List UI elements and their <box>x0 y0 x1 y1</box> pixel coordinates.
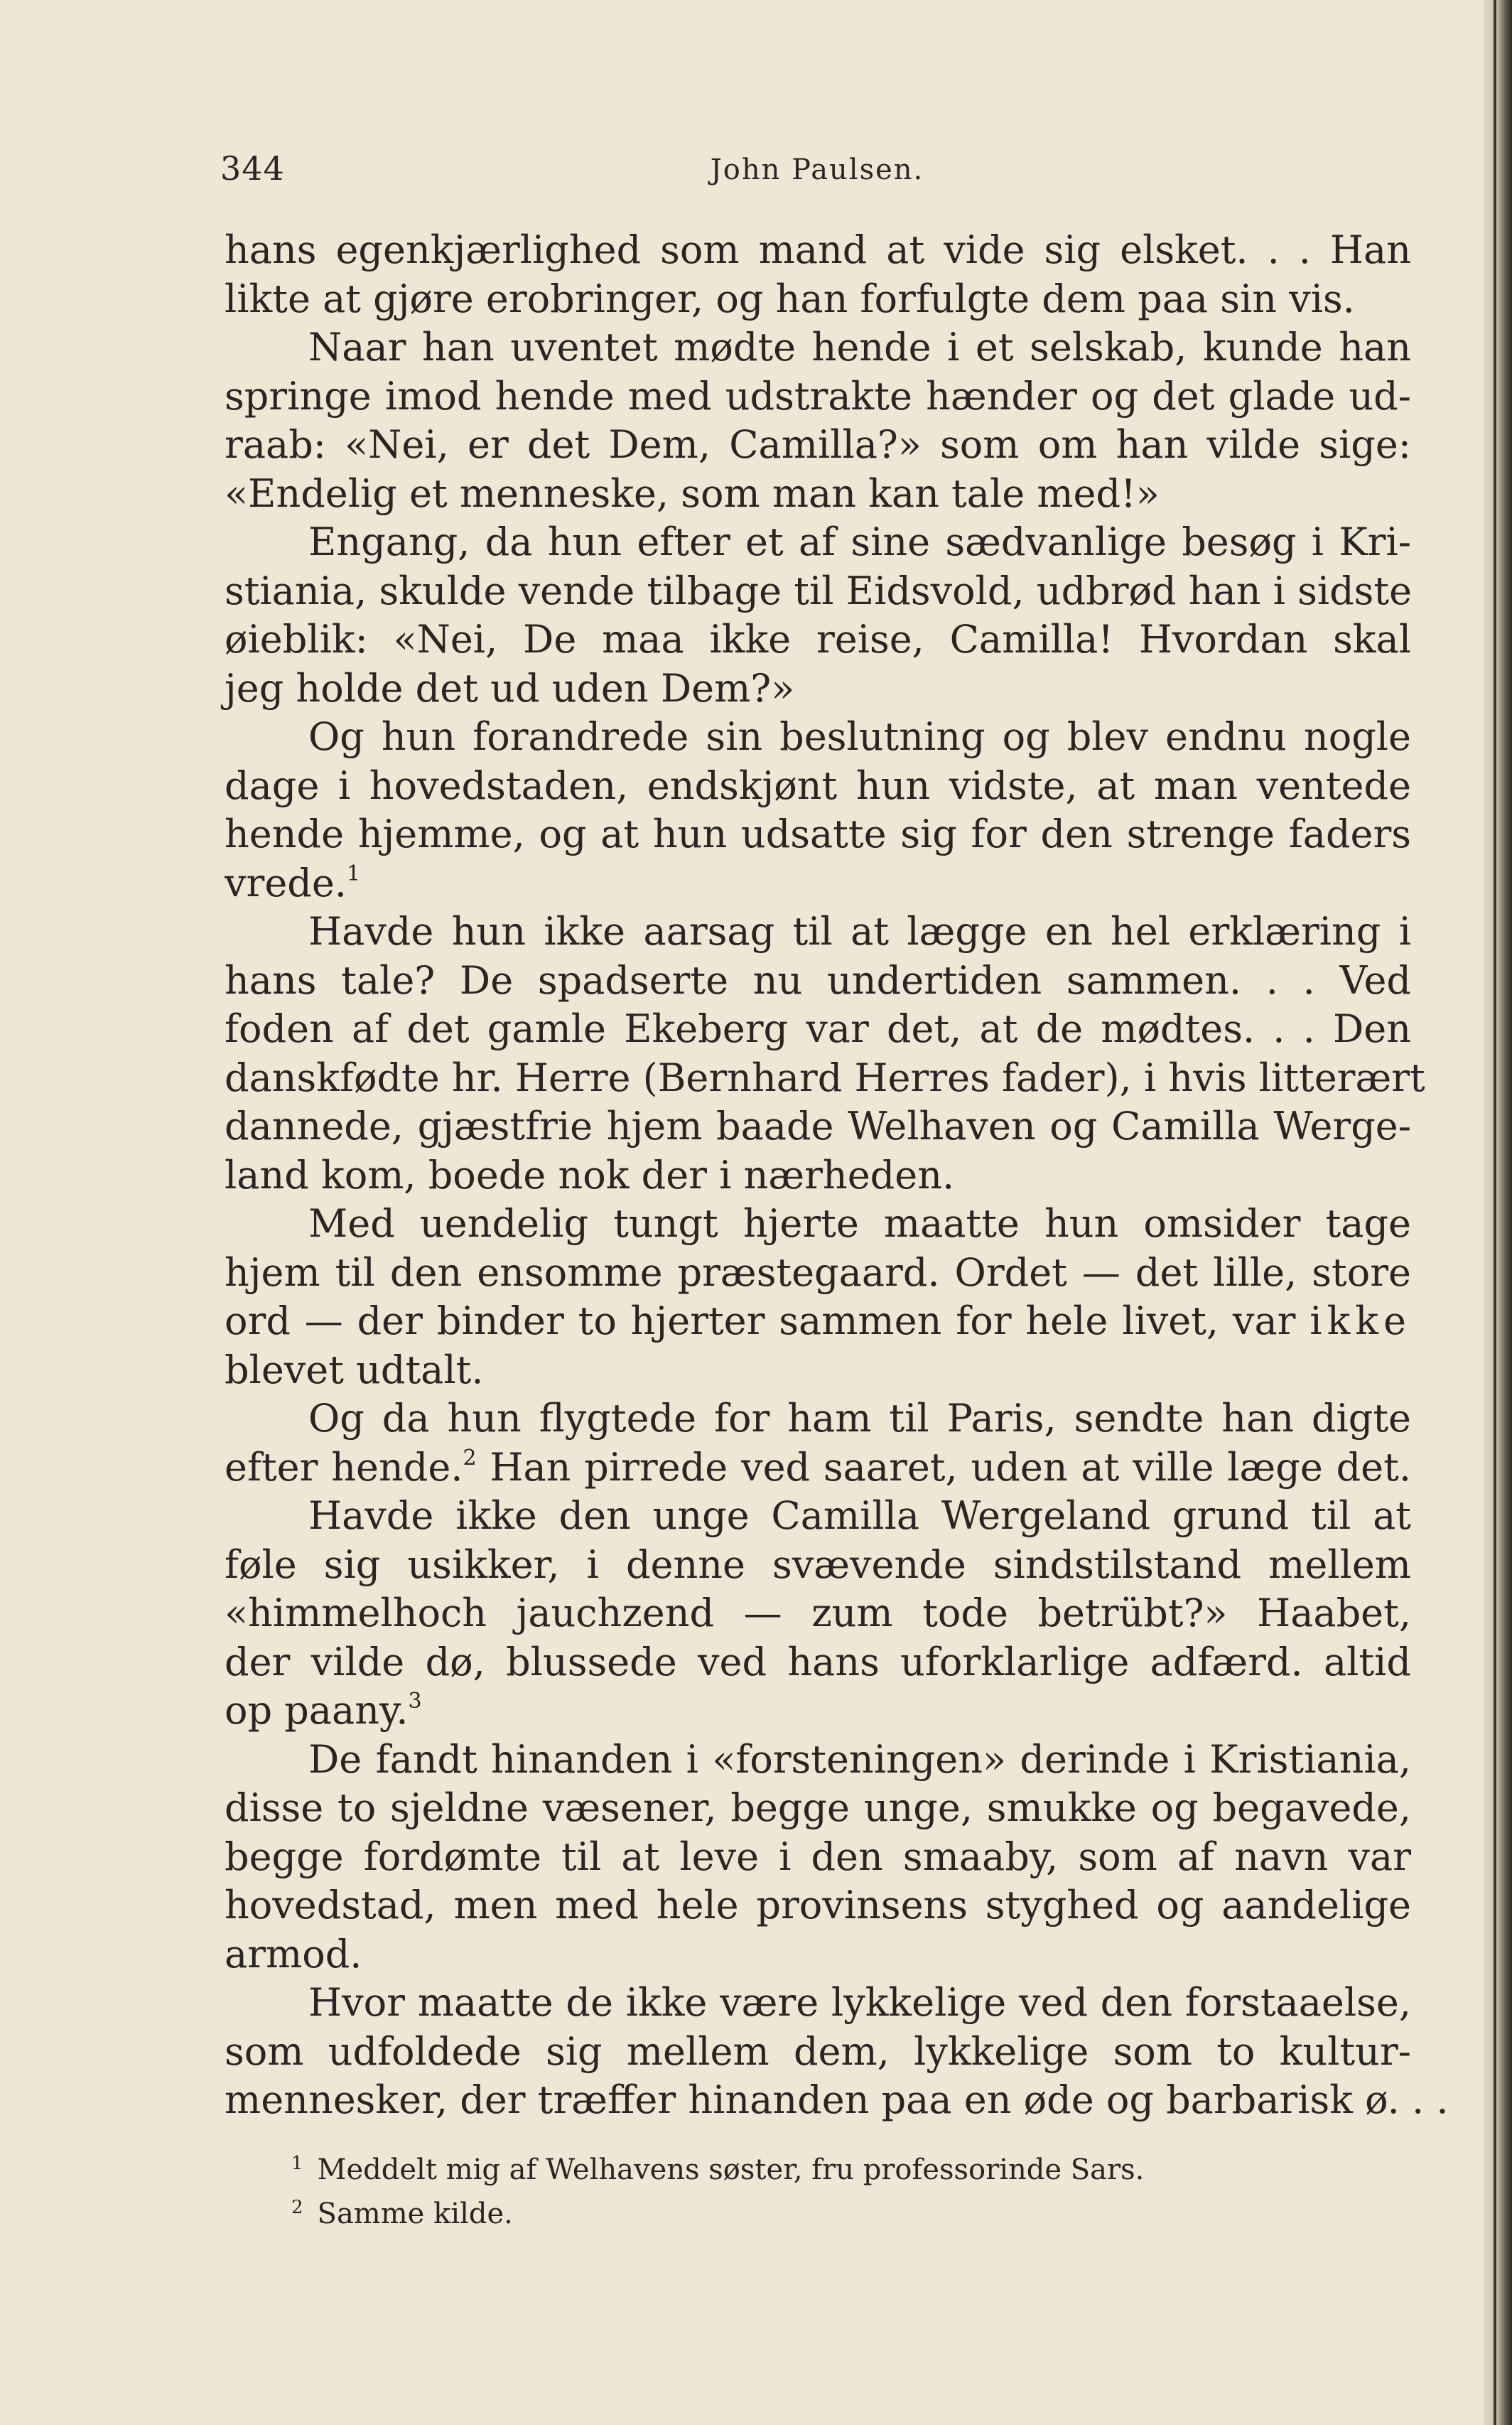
text-line: Engang, da hun efter et af sine sædvanlige besøg i Kri- <box>308 520 1411 564</box>
text-line: hans egenkjærlighed som mand at vide sig elsket. . . Han <box>225 227 1411 272</box>
text-line: Havde ikke den unge Camilla Wergeland grund til at <box>308 1493 1411 1538</box>
footnote <box>291 2148 1357 2192</box>
page-edge-shadow <box>1484 0 1512 2425</box>
text-line: Og da hun flygtede for ham til Paris, sendte han digte <box>308 1396 1411 1441</box>
text-line: jeg holde det ud uden Dem?» <box>225 665 795 711</box>
footnote <box>291 2192 1357 2236</box>
text-line: øieblik: «Nei, De maa ikke reise, Camilla! Hvordan skal <box>225 617 1411 662</box>
text-line: danskfødte hr. Herre (Bernhard Herres fader), i hvis litterært <box>225 1055 1425 1100</box>
text-line: hans tale? De spadserte nu undertiden sammen. . . Ved <box>225 957 1411 1003</box>
text-line <box>225 1687 1411 1736</box>
text-line: raab: «Nei, er det Dem, Camilla?» som om han vilde sige: <box>225 422 1411 467</box>
text-line: land kom, boede nok der i nærheden. <box>225 1152 955 1198</box>
text-line: «himmelhoch jauchzend — zum tode betrübt?» Haabet, <box>225 1591 1411 1635</box>
text-line: «Endelig et menneske, som man kan tale med!» <box>225 471 1160 516</box>
text-line: springe imod hende med udstrakte hænder og det glade ud- <box>225 373 1411 419</box>
footnote-text: Meddelt mig af Welhavens søster, fru professorinde Sars. <box>317 2154 1145 2186</box>
running-head: John Paulsen. <box>710 154 924 186</box>
line-text: ord — der binder to hjerter sammen for hele livet, var <box>225 1298 1296 1343</box>
text-line: Hvor maatte de ikke være lykkelige ved den forstaaelse, <box>308 1980 1411 2025</box>
text-line: foden af det gamle Ekeberg var det, at de mødtes. . . Den <box>225 1006 1411 1051</box>
text-line: føle sig usikker, i denne svævende sindstilstand mellem <box>225 1542 1411 1587</box>
text-line: hende hjemme, og at hun udsatte sig for den strenge faders <box>225 812 1411 856</box>
text-line <box>225 859 1411 908</box>
footnote-number: 1 <box>291 2153 303 2174</box>
page-number: 344 <box>220 149 285 188</box>
page-edge-line <box>1494 0 1496 2425</box>
text-line: hovedstad, men med hele provinsens styghed og aandelige <box>225 1883 1411 1927</box>
text-line: dannede, gjæstfrie hjem baade Welhaven og Camilla Werge- <box>225 1104 1411 1149</box>
text-line <box>225 1443 1411 1493</box>
text-line: likte at gjøre erobringer, og han forfulgte dem paa sin vis. <box>225 276 1355 321</box>
text-line <box>225 1297 1411 1346</box>
text-line: begge fordømte til at leve i den smaaby, som af navn var <box>225 1834 1411 1879</box>
footnote-marker: 3 <box>408 1689 422 1714</box>
emphasized-word: ikke <box>1310 1298 1411 1343</box>
text-line: disse to sjeldne væsener, begge unge, smukke og begavede, <box>225 1785 1411 1830</box>
footnote-text: Samme kilde. <box>317 2198 513 2230</box>
footnote-marker: 1 <box>346 861 361 886</box>
text-line: som udfoldede sig mellem dem, lykkelige som to kultur- <box>225 2028 1411 2074</box>
text-line: der vilde dø, blussede ved hans uforklarlige adfærd. altid <box>225 1639 1411 1684</box>
text-line: stiania, skulde vende tilbage til Eidsvold, udbrød han i sidste <box>225 568 1413 613</box>
text-line: hjem til den ensomme præstegaard. Ordet — det lille, store <box>225 1249 1411 1295</box>
text-line: blevet udtalt. <box>225 1347 484 1392</box>
line-text: Han pirrede ved saaret, uden at ville læge det. <box>490 1444 1411 1490</box>
text-line: Naar han uventet mødte hende i et selskab, kunde han <box>308 325 1411 370</box>
footnote-number: 2 <box>291 2197 303 2218</box>
line-text: op paany. <box>225 1688 409 1733</box>
line-text: vrede. <box>225 860 347 905</box>
text-line: mennesker, der træffer hinanden paa en øde og barbarisk ø. . . <box>225 2077 1449 2122</box>
page-header <box>220 149 1414 199</box>
text-line: armod. <box>225 1931 362 1977</box>
text-line: Havde hun ikke aarsag til at lægge en hel erklæring i <box>308 909 1411 954</box>
body-text <box>225 226 1449 2125</box>
text-line: Med uendelig tungt hjerte maatte hun omsider tage <box>308 1201 1411 1246</box>
footnote-marker: 2 <box>463 1445 477 1470</box>
text-line: Og hun forandrede sin beslutning og blev endnu nogle <box>308 714 1411 759</box>
footnotes <box>291 2148 1357 2236</box>
text-line: De fandt hinanden i «forsteningen» derinde i Kristiania, <box>308 1736 1411 1782</box>
line-text: efter hende. <box>225 1444 463 1490</box>
text-line: dage i hovedstaden, endskjønt hun vidste, at man ventede <box>225 763 1411 808</box>
